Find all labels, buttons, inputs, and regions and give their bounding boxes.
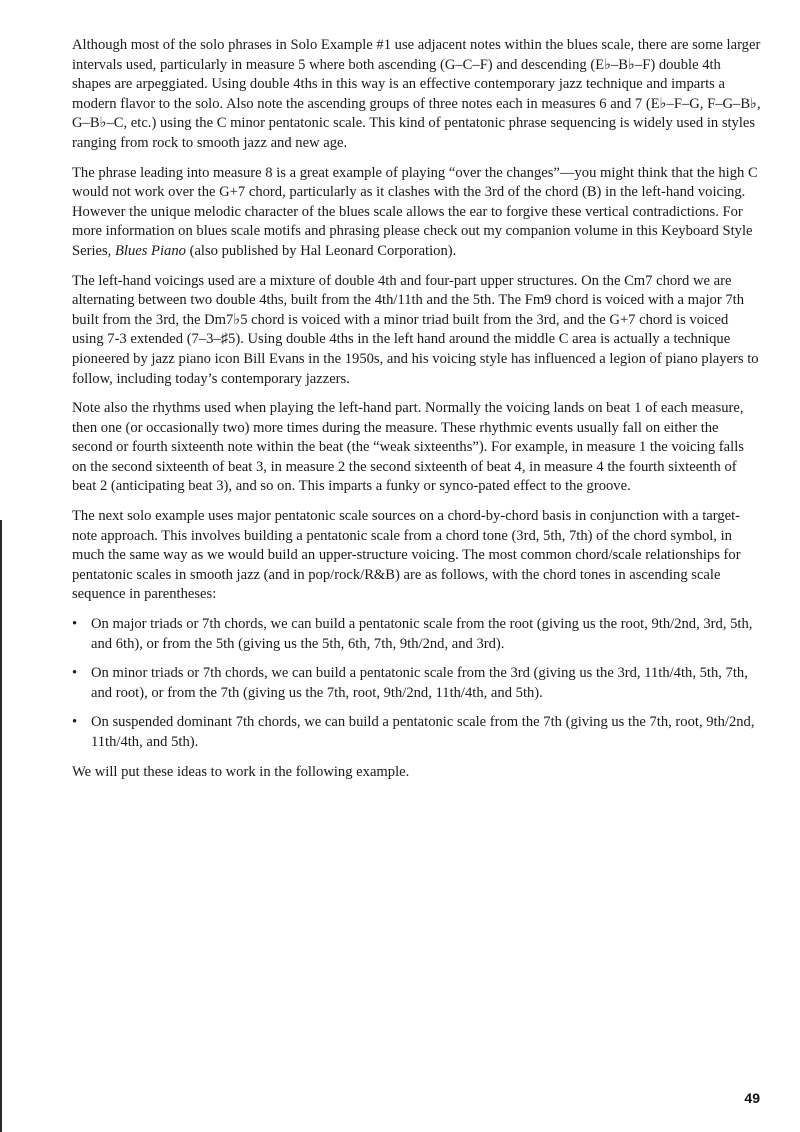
page-number: 49 <box>744 1090 760 1106</box>
bullet-icon: • <box>72 665 78 682</box>
paragraph-pentatonic-sources: The next solo example uses major pentatonic scale sources on a chord-by-chord basis in conjunction with a target-note approach. This involves building a pentatonic scale from a chord tone (3rd, 5th, 7th) of the chord symbol, in much the same way as we would build an upper-structure voicing. The most common chord/scale relationships for pentatonic scales in smooth jazz (and in pop/rock/R&B) are as follows, with the chord tones in ascending scale sequence in parentheses: <box>72 508 741 603</box>
paragraph-over-the-changes-text: The phrase leading into measure 8 is a great example of playing “over the changes”—you might think that the high C would not work over the G+7 chord, particularly as it clashes with the 3rd of the chord (B) in the left-hand voicing. However the unique melodic character of the blues scale allows the ear to forgive these vertical contradictions. For more information on blues scale motifs and phrasing please check out my companion volume in this Keyboard Style Series, <box>72 164 758 259</box>
bullet-icon: • <box>72 714 78 731</box>
paragraph-left-hand-rhythms: Note also the rhythms used when playing the left-hand part. Normally the voicing lands on beat 1 of each measure, then one (or occasionally two) more times during the measure. These rhythmic events usually fall on either the second or fourth sixteenth note within the beat (the “weak sixteenths”). For example, in measure 1 the voicing falls on the second sixteenth of beat 3, in measure 2 the second sixteenth of beat 4, in measure 4 the fourth sixteenth of beat 2 (anticipating beat 3), and so on. This imparts a funky or synco-pated effect to the groove. <box>72 400 744 495</box>
list-item-text: On suspended dominant 7th chords, we can build a pentatonic scale from the 7th (giving us the 7th, root, 9th/2nd, 11th/4th, and 5th). <box>91 714 755 750</box>
list-item-text: On major triads or 7th chords, we can build a pentatonic scale from the root (giving us the root, 9th/2nd, 3rd, 5th, and 6th), or from the 5th (giving us the 5th, 6th, 7th, 9th/2nd, and 3rd). <box>91 616 753 652</box>
list-item <box>72 664 762 703</box>
page-body <box>72 36 762 792</box>
book-title-blues-piano: Blues Piano <box>114 242 186 259</box>
paragraph-left-hand-voicings: The left-hand voicings used are a mixture of double 4th and four-part upper structures. On the Cm7 chord we are alternating between two double 4ths, built from the 4th/11th and the 5th. The Fm9 chord is voiced with a major 7th built from the 3rd, the Dm7♭5 chord is voiced with a minor triad built from the 3rd, and the G+7 chord is voiced using 7-3 extended (7–3–♯5). Using double 4ths in the left hand around the middle C area is actually a technique pioneered by jazz piano icon Bill Evans in the 1950s, and his voicing style has influenced a legion of piano players to follow, including today’s contemporary jazzers. <box>72 272 759 387</box>
paragraph-closing: We will put these ideas to work in the following example. <box>72 763 410 780</box>
list-item <box>72 615 762 654</box>
list-item <box>72 713 762 752</box>
paragraph-over-the-changes-tail: (also published by Hal Leonard Corporation). <box>189 242 457 259</box>
chord-scale-list <box>72 615 762 753</box>
bullet-icon: • <box>72 616 78 633</box>
page-binding-edge <box>0 520 2 1132</box>
paragraph-solo-intervals: Although most of the solo phrases in Solo Example #1 use adjacent notes within the blues scale, there are some larger intervals used, particularly in measure 5 where both ascending (G–C–F) and descending (E♭–B♭–F) double 4th shapes are arpeggiated. Using double 4ths in this way is an effective contemporary jazz technique and imparts a modern flavor to the solo. Also note the ascending groups of three notes each in measures 6 and 7 (E♭–F–G, F–G–B♭, G–B♭–C, etc.) using the C minor pentatonic scale. This kind of pentatonic phrase sequencing is widely used in styles ranging from rock to smooth jazz and new age. <box>72 37 761 151</box>
paragraph-over-the-changes <box>72 164 762 262</box>
list-item-text: On minor triads or 7th chords, we can build a pentatonic scale from the 3rd (giving us the 3rd, 11th/4th, 5th, 7th, and root), or from the 7th (giving us the 7th, root, 9th/2nd, 11th/4th, and 5th). <box>91 665 748 701</box>
